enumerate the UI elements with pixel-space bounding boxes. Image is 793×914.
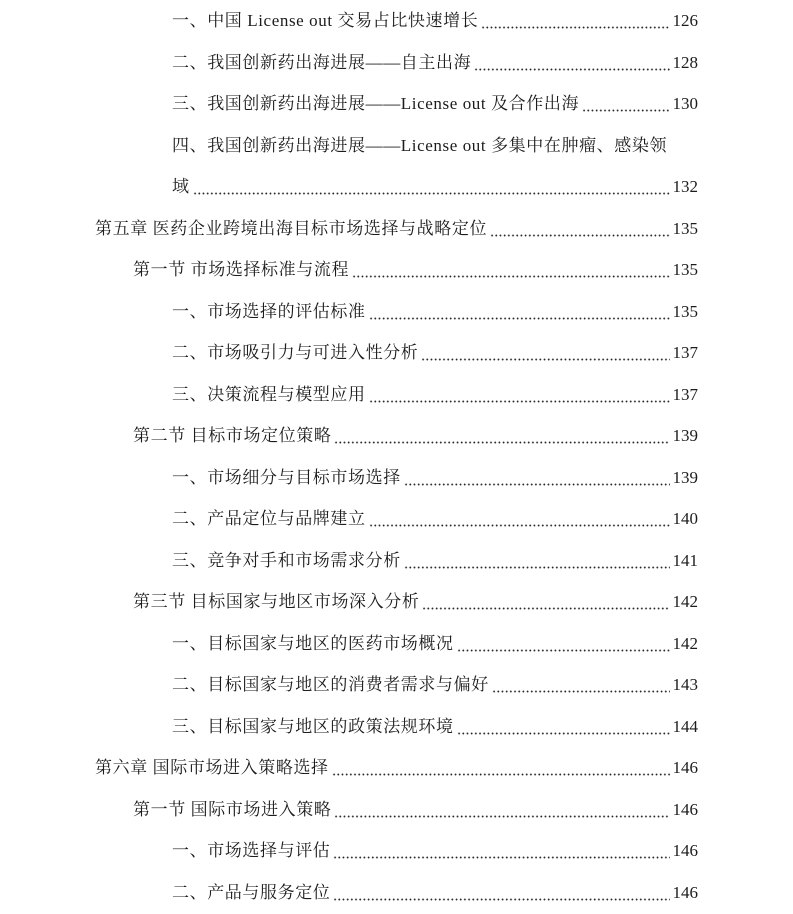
toc-section-entry [0, 789, 793, 831]
toc-chapter-entry [0, 208, 793, 250]
toc-page-number: 141 [672, 550, 698, 570]
toc-entry-title: 三、竞争对手和市场需求分析 [172, 550, 401, 570]
toc-dot-leader [334, 789, 669, 831]
toc-item-entry [0, 830, 793, 872]
toc-item-entry [0, 166, 793, 208]
toc-page-number: 135 [672, 260, 698, 279]
toc-entry-title: 第一节 国际市场进入策略 [133, 799, 332, 819]
toc-entry-title: 二、目标国家与地区的消费者需求与偏好 [172, 675, 489, 694]
toc-dot-leader [422, 581, 669, 623]
toc-dot-leader [474, 42, 669, 84]
toc-entry-title: 三、决策流程与模型应用 [172, 384, 366, 404]
toc-item-entry [0, 540, 793, 582]
toc-dot-leader [333, 872, 669, 914]
toc-item-entry [0, 83, 793, 125]
toc-dot-leader [457, 706, 670, 748]
toc-dot-leader [457, 623, 670, 665]
toc-page-number: 137 [672, 343, 698, 362]
toc-item-entry [0, 664, 793, 706]
toc-page-number: 135 [672, 301, 698, 321]
toc-dot-leader [334, 415, 669, 457]
toc-dot-leader [582, 83, 669, 125]
toc-dot-leader [421, 332, 669, 374]
toc-page-number: 146 [672, 841, 698, 860]
toc-item-entry [0, 623, 793, 665]
toc-page-number: 140 [672, 509, 698, 528]
toc-dot-leader [404, 540, 670, 582]
toc-page-number: 143 [672, 675, 698, 694]
toc-item-entry [0, 42, 793, 84]
toc-page-number: 146 [672, 758, 698, 777]
toc-entry-title: 域 [172, 177, 190, 196]
toc-page-number: 130 [672, 94, 698, 113]
toc-dot-leader [404, 457, 670, 499]
toc-dot-leader [333, 830, 669, 872]
toc-entry-title: 二、产品定位与品牌建立 [172, 509, 366, 528]
toc-entry-title: 一、目标国家与地区的医药市场概况 [172, 633, 454, 653]
toc-section-entry [0, 249, 793, 291]
toc-entry-title: 四、我国创新药出海进展——License out 多集中在肿瘤、感染领 [172, 135, 668, 155]
toc-entry-title: 二、市场吸引力与可进入性分析 [172, 343, 419, 362]
toc-entry-title: 三、目标国家与地区的政策法规环境 [172, 716, 454, 736]
toc-dot-leader [490, 208, 669, 250]
toc-dot-leader [369, 374, 670, 416]
toc-entry-title: 第三节 目标国家与地区市场深入分析 [133, 592, 420, 611]
toc-dot-leader [332, 747, 670, 789]
toc-entry-title: 第五章 医药企业跨境出海目标市场选择与战略定位 [95, 218, 488, 238]
toc-page-number: 128 [672, 52, 698, 72]
toc-item-entry [0, 0, 793, 42]
toc-item-entry [0, 457, 793, 499]
toc-entry-title: 一、市场细分与目标市场选择 [172, 467, 401, 487]
toc-page-number: 139 [672, 426, 698, 445]
toc-dot-leader [369, 291, 670, 333]
toc-page-number: 142 [672, 592, 698, 611]
toc-entry-title: 一、市场选择与评估 [172, 841, 331, 860]
toc-page-number: 135 [672, 218, 698, 238]
toc-section-entry [0, 415, 793, 457]
toc-dot-leader [369, 498, 670, 540]
toc-page-number: 144 [672, 716, 698, 736]
toc-page-number: 142 [672, 633, 698, 653]
toc-entry-title: 一、中国 License out 交易占比快速增长 [172, 11, 479, 30]
toc-item-entry [0, 498, 793, 540]
toc-section-entry [0, 581, 793, 623]
toc-page-number: 146 [672, 799, 698, 819]
toc-page-number: 139 [672, 467, 698, 487]
toc-item-entry [0, 125, 793, 167]
toc-entry-title: 三、我国创新药出海进展——License out 及合作出海 [172, 94, 580, 113]
toc-page-number: 126 [672, 11, 698, 30]
toc-dot-leader [481, 0, 669, 42]
toc-dot-leader [352, 249, 669, 291]
toc-entry-title: 第二节 目标市场定位策略 [133, 426, 332, 445]
toc-entry-title: 第六章 国际市场进入策略选择 [95, 758, 329, 777]
toc-item-entry [0, 706, 793, 748]
toc-item-entry [0, 291, 793, 333]
toc-item-entry [0, 374, 793, 416]
toc-item-entry [0, 872, 793, 914]
toc-page-number: 137 [672, 384, 698, 404]
toc-dot-leader [193, 166, 670, 208]
toc-page-number: 132 [672, 177, 698, 196]
toc-entry-title: 二、我国创新药出海进展——自主出海 [172, 52, 472, 72]
toc-item-entry [0, 332, 793, 374]
toc-entry-title: 一、市场选择的评估标准 [172, 301, 366, 321]
toc-page-number: 146 [672, 882, 698, 902]
toc-chapter-entry [0, 747, 793, 789]
toc-dot-leader [492, 664, 670, 706]
toc-entry-title: 第一节 市场选择标准与流程 [133, 260, 350, 279]
toc-entry-title: 二、产品与服务定位 [172, 882, 331, 902]
